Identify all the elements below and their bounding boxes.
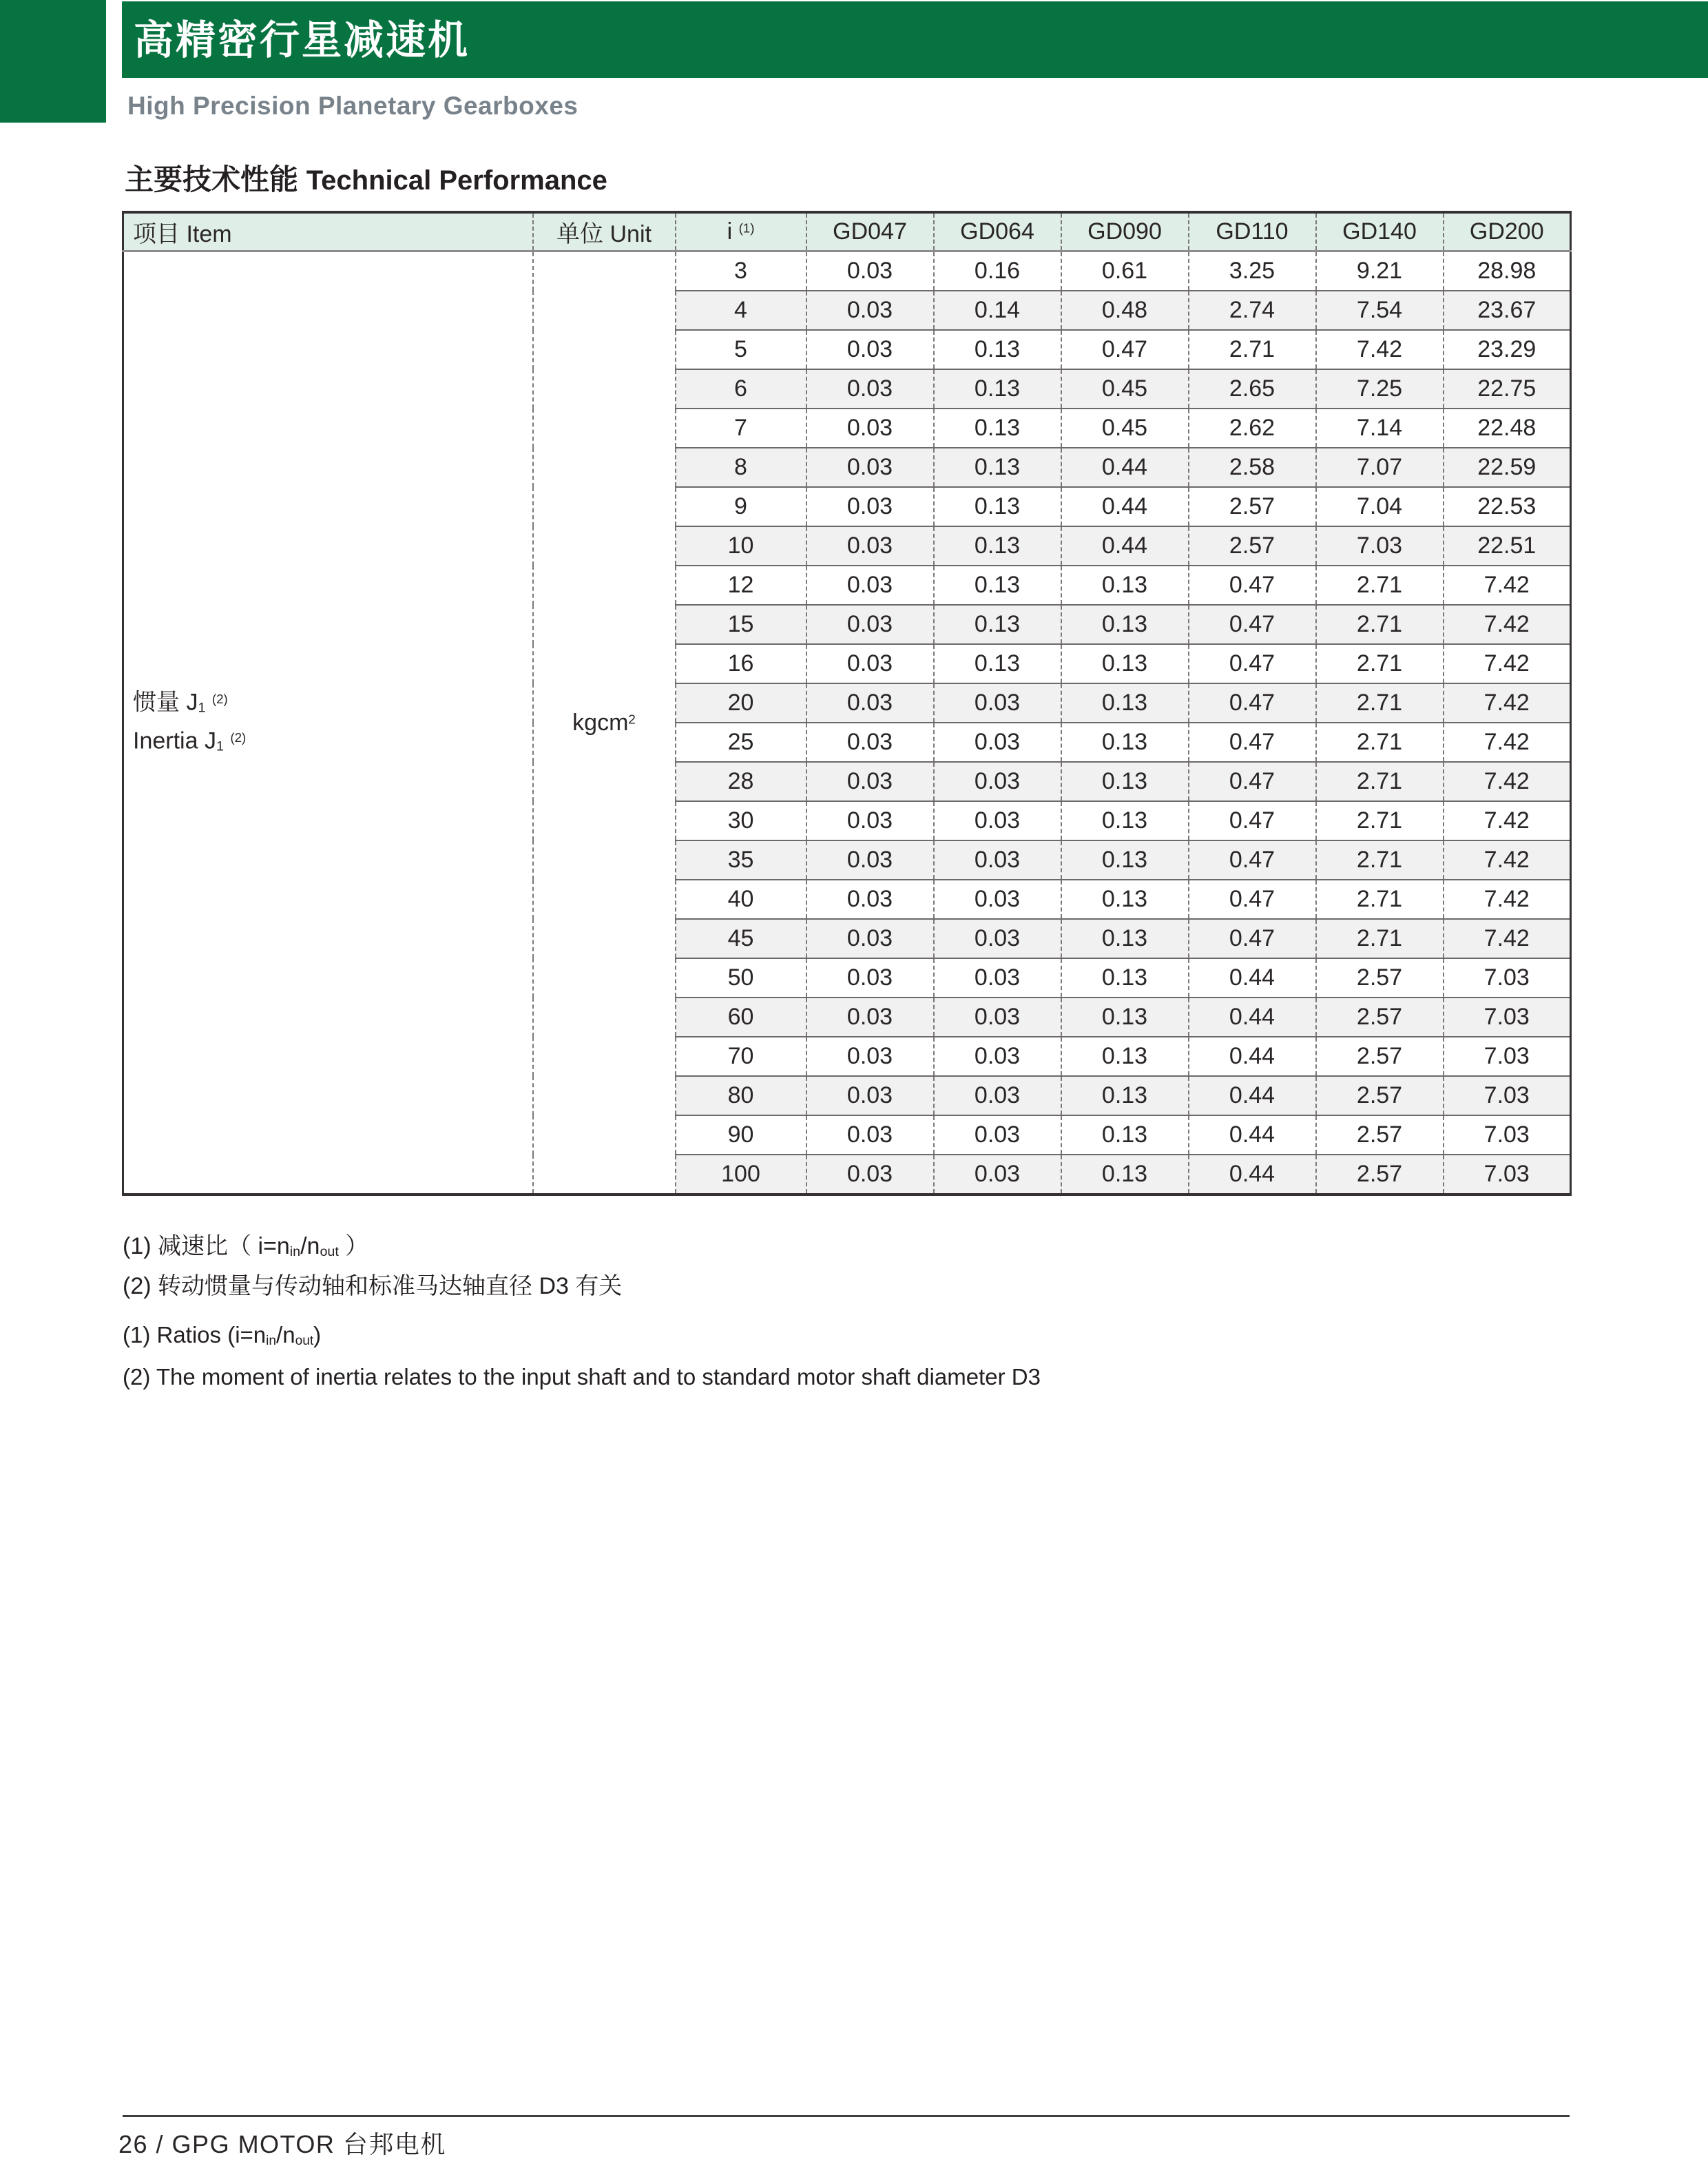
value-cell: 2.57 [1189, 487, 1316, 526]
value-cell: 0.13 [934, 644, 1061, 683]
value-cell: 0.13 [1061, 801, 1189, 840]
value-cell: 2.71 [1316, 801, 1444, 840]
value-cell: 2.74 [1189, 291, 1316, 330]
value-cell: 0.03 [934, 1115, 1061, 1155]
value-cell: 2.57 [1316, 1076, 1444, 1115]
value-cell: 0.03 [806, 1115, 934, 1155]
ratio-cell: 90 [676, 1115, 806, 1155]
value-cell: 2.71 [1316, 644, 1444, 683]
footnote-en-1: (1) Ratios $(i=n_{in}/n_{out})$ [123, 1322, 322, 1348]
value-cell: 2.57 [1316, 958, 1444, 998]
value-cell: 0.13 [1061, 880, 1189, 919]
technical-performance-table [122, 211, 1572, 1196]
banner [122, 1, 1708, 78]
value-cell: 0.44 [1189, 998, 1316, 1037]
value-cell: 0.44 [1189, 1037, 1316, 1076]
value-cell: 23.67 [1444, 291, 1571, 330]
value-cell: 0.45 [1061, 409, 1189, 448]
table-row [123, 251, 1571, 291]
col-header-model: GD064 [934, 212, 1061, 251]
value-cell: 2.71 [1316, 566, 1444, 605]
unit-cell: kgcm$^2$ [533, 251, 676, 1195]
value-cell: 0.03 [934, 1076, 1061, 1115]
value-cell: 0.47 [1189, 762, 1316, 801]
value-cell: 2.71 [1316, 605, 1444, 644]
value-cell: 2.71 [1316, 762, 1444, 801]
value-cell: 0.47 [1189, 566, 1316, 605]
value-cell: 2.62 [1189, 409, 1316, 448]
ratio-cell: 20 [676, 683, 806, 723]
value-cell: 0.13 [1061, 566, 1189, 605]
value-cell: 0.03 [806, 526, 934, 566]
value-cell: 3.25 [1189, 251, 1316, 291]
value-cell: 2.71 [1316, 723, 1444, 762]
value-cell: 7.07 [1316, 448, 1444, 487]
value-cell: 0.03 [934, 723, 1061, 762]
value-cell: 0.13 [934, 409, 1061, 448]
ratio-cell: 3 [676, 251, 806, 291]
ratio-cell: 15 [676, 605, 806, 644]
value-cell: 0.13 [934, 526, 1061, 566]
value-cell: 0.13 [1061, 683, 1189, 723]
value-cell: 0.03 [806, 566, 934, 605]
value-cell: 0.44 [1189, 958, 1316, 998]
value-cell: 0.03 [934, 919, 1061, 958]
value-cell: 28.98 [1444, 251, 1571, 291]
ratio-cell: 100 [676, 1155, 806, 1195]
value-cell: 7.42 [1444, 644, 1571, 683]
value-cell: 2.71 [1189, 330, 1316, 369]
section-title-en: Technical Performance [306, 165, 607, 196]
value-cell: 0.03 [806, 1076, 934, 1115]
value-cell: 0.13 [1061, 919, 1189, 958]
value-cell: 0.13 [1061, 958, 1189, 998]
value-cell: 7.42 [1444, 683, 1571, 723]
table-header-row [123, 212, 1571, 251]
ratio-cell: 12 [676, 566, 806, 605]
value-cell: 7.03 [1316, 526, 1444, 566]
value-cell: 7.42 [1444, 919, 1571, 958]
value-cell: 0.13 [1061, 1115, 1189, 1155]
value-cell: 7.03 [1444, 998, 1571, 1037]
value-cell: 2.71 [1316, 683, 1444, 723]
value-cell: 0.03 [934, 683, 1061, 723]
value-cell: 0.13 [934, 448, 1061, 487]
value-cell: 0.44 [1061, 487, 1189, 526]
ratio-cell: 28 [676, 762, 806, 801]
banner-title: 高精密行星减速机 [134, 18, 470, 63]
value-cell: 0.03 [806, 762, 934, 801]
value-cell: 2.57 [1189, 526, 1316, 566]
value-cell: 0.03 [806, 880, 934, 919]
value-cell: 7.03 [1444, 1076, 1571, 1115]
value-cell: 2.57 [1316, 1037, 1444, 1076]
value-cell: 0.13 [1061, 1037, 1189, 1076]
value-cell: 2.57 [1316, 1155, 1444, 1195]
value-cell: 0.44 [1061, 448, 1189, 487]
value-cell: 2.71 [1316, 919, 1444, 958]
ratio-cell: 16 [676, 644, 806, 683]
value-cell: 2.71 [1316, 840, 1444, 880]
value-cell: 7.42 [1444, 723, 1571, 762]
value-cell: 0.13 [1061, 1076, 1189, 1115]
value-cell: 0.03 [934, 1037, 1061, 1076]
value-cell: 0.03 [806, 1037, 934, 1076]
col-header-model: GD140 [1316, 212, 1444, 251]
value-cell: 7.42 [1444, 566, 1571, 605]
value-cell: 0.13 [1061, 644, 1189, 683]
value-cell: 22.59 [1444, 448, 1571, 487]
value-cell: 7.14 [1316, 409, 1444, 448]
value-cell: 0.03 [934, 762, 1061, 801]
value-cell: 0.03 [806, 251, 934, 291]
value-cell: 0.03 [806, 605, 934, 644]
section-title [125, 157, 607, 198]
value-cell: 0.03 [806, 683, 934, 723]
ratio-cell: 25 [676, 723, 806, 762]
value-cell: 0.14 [934, 291, 1061, 330]
value-cell: 0.03 [806, 330, 934, 369]
value-cell: 0.03 [806, 369, 934, 409]
value-cell: 2.58 [1189, 448, 1316, 487]
value-cell: 0.61 [1061, 251, 1189, 291]
value-cell: 7.42 [1444, 880, 1571, 919]
value-cell: 22.75 [1444, 369, 1571, 409]
value-cell: 0.03 [934, 958, 1061, 998]
col-header-model: GD047 [806, 212, 934, 251]
value-cell: 7.42 [1444, 605, 1571, 644]
ratio-cell: 4 [676, 291, 806, 330]
col-header-ratio: i $^{(1)}$ [676, 212, 806, 251]
ratio-cell: 35 [676, 840, 806, 880]
ratio-cell: 5 [676, 330, 806, 369]
value-cell: 0.47 [1189, 919, 1316, 958]
value-cell: 7.42 [1444, 840, 1571, 880]
value-cell: 0.13 [934, 369, 1061, 409]
footnote-cn-2: (2) 转动惯量与传动轴和标准马达轴直径 D3 有关 [123, 1272, 623, 1299]
value-cell: 7.25 [1316, 369, 1444, 409]
value-cell: 0.03 [806, 1155, 934, 1195]
value-cell: 0.03 [806, 801, 934, 840]
value-cell: 0.44 [1189, 1076, 1316, 1115]
value-cell: 7.42 [1316, 330, 1444, 369]
value-cell: 0.13 [1061, 605, 1189, 644]
value-cell: 7.54 [1316, 291, 1444, 330]
value-cell: 0.47 [1189, 644, 1316, 683]
value-cell: 0.44 [1189, 1115, 1316, 1155]
col-header-model: GD090 [1061, 212, 1189, 251]
value-cell: 0.03 [806, 723, 934, 762]
value-cell: 0.03 [806, 291, 934, 330]
value-cell: 22.48 [1444, 409, 1571, 448]
footnotes-chinese [123, 1229, 622, 1303]
value-cell: 0.13 [934, 487, 1061, 526]
ratio-cell: 40 [676, 880, 806, 919]
col-header-model: GD110 [1189, 212, 1316, 251]
item-line: Inertia $J_1$ $^{(2)}$ [133, 727, 247, 754]
ratio-cell: 9 [676, 487, 806, 526]
ratio-cell: 45 [676, 919, 806, 958]
ratio-cell: 6 [676, 369, 806, 409]
value-cell: 7.42 [1444, 762, 1571, 801]
value-cell: 0.03 [806, 958, 934, 998]
value-cell: 0.16 [934, 251, 1061, 291]
ratio-cell: 30 [676, 801, 806, 840]
value-cell: 2.57 [1316, 998, 1444, 1037]
value-cell: 7.04 [1316, 487, 1444, 526]
value-cell: 2.57 [1316, 1115, 1444, 1155]
value-cell: 0.13 [1061, 723, 1189, 762]
value-cell: 0.03 [934, 801, 1061, 840]
ratio-cell: 10 [676, 526, 806, 566]
value-cell: 7.42 [1444, 801, 1571, 840]
value-cell: 0.13 [934, 605, 1061, 644]
value-cell: 0.47 [1189, 801, 1316, 840]
ratio-cell: 60 [676, 998, 806, 1037]
green-accent-block [0, 0, 106, 123]
value-cell: 0.47 [1189, 605, 1316, 644]
value-cell: 2.65 [1189, 369, 1316, 409]
value-cell: 7.03 [1444, 1155, 1571, 1195]
ratio-cell: 50 [676, 958, 806, 998]
item-line: 惯量 $J_1$ $^{(2)}$ [133, 689, 228, 716]
value-cell: 22.53 [1444, 487, 1571, 526]
value-cell: 0.13 [1061, 840, 1189, 880]
value-cell: 0.47 [1189, 880, 1316, 919]
col-header-unit: 单位 Unit [533, 212, 676, 251]
value-cell: 0.13 [1061, 762, 1189, 801]
ratio-cell: 70 [676, 1037, 806, 1076]
value-cell: 0.03 [806, 998, 934, 1037]
value-cell: 0.47 [1189, 683, 1316, 723]
value-cell: 0.03 [934, 840, 1061, 880]
value-cell: 9.21 [1316, 251, 1444, 291]
banner-subtitle: High Precision Planetary Gearboxes [127, 92, 579, 120]
footnotes-english [123, 1317, 1041, 1395]
footer-rule [123, 2115, 1570, 2117]
value-cell: 0.47 [1189, 723, 1316, 762]
value-cell: 7.03 [1444, 1037, 1571, 1076]
value-cell: 0.03 [806, 644, 934, 683]
value-cell: 0.03 [934, 880, 1061, 919]
value-cell: 0.44 [1061, 526, 1189, 566]
value-cell: 0.03 [934, 1155, 1061, 1195]
value-cell: 0.03 [806, 409, 934, 448]
value-cell: 7.03 [1444, 958, 1571, 998]
value-cell: 0.48 [1061, 291, 1189, 330]
ratio-cell: 80 [676, 1076, 806, 1115]
value-cell: 0.03 [806, 840, 934, 880]
value-cell: 0.03 [934, 998, 1061, 1037]
value-cell: 0.03 [806, 487, 934, 526]
section-title-cn: 主要技术性能 [125, 163, 299, 196]
col-header-model: GD200 [1444, 212, 1571, 251]
footnote-en-2: (2) The moment of inertia relates to the input shaft and to standard motor shaft diameter D3 [123, 1363, 1041, 1390]
item-cell [123, 251, 533, 1195]
table-body [123, 251, 1571, 1195]
ratio-cell: 8 [676, 448, 806, 487]
value-cell: 2.71 [1316, 880, 1444, 919]
footnote-cn-1: (1) 减速比（ $i=n_{in}/n_{out}$ ） [123, 1233, 369, 1259]
value-cell: 7.03 [1444, 1115, 1571, 1155]
ratio-cell: 7 [676, 409, 806, 448]
col-header-item: 项目 Item [123, 212, 533, 251]
value-cell: 0.44 [1189, 1155, 1316, 1195]
value-cell: 0.13 [1061, 1155, 1189, 1195]
value-cell: 0.13 [934, 330, 1061, 369]
value-cell: 0.47 [1061, 330, 1189, 369]
value-cell: 0.47 [1189, 840, 1316, 880]
value-cell: 0.03 [806, 448, 934, 487]
value-cell: 0.13 [1061, 998, 1189, 1037]
value-cell: 0.03 [806, 919, 934, 958]
value-cell: 22.51 [1444, 526, 1571, 566]
value-cell: 0.45 [1061, 369, 1189, 409]
value-cell: 0.13 [934, 566, 1061, 605]
value-cell: 23.29 [1444, 330, 1571, 369]
page-footer: 26 / GPG MOTOR 台邦电机 [118, 2130, 446, 2158]
